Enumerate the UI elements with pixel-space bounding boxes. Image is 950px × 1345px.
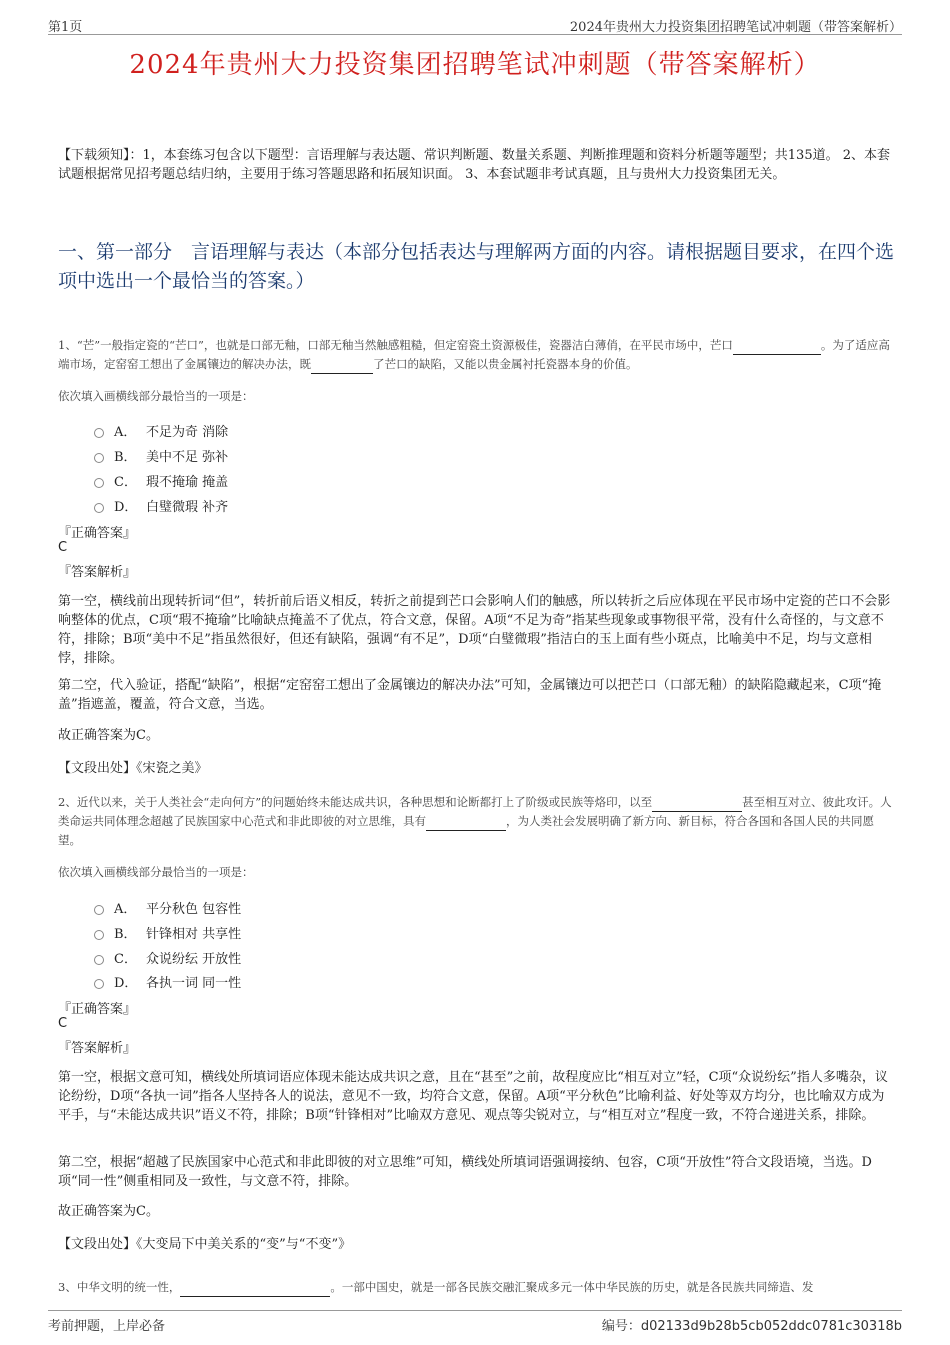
correct-answer-label: 『正确答案』: [58, 1002, 137, 1017]
analysis-conclusion: 故正确答案为C。: [58, 1204, 159, 1219]
source-citation: 【文段出处】《宋瓷之美》: [58, 761, 208, 776]
analysis-label: 『答案解析』: [58, 565, 137, 580]
analysis-paragraph: 第二空，根据“超越了民族国家中心范式和非此即彼的对立思维”可知，横线处所填词语强调接纳、包容，C项“开放性”符合文段语境，当选。D项“同一性”侧重相同及一致性，与文意不符，排除。: [58, 1155, 872, 1189]
question-1-stem: 1、“芒”一般指定瓷的“芒口”，也就是口部无釉，口部无釉当然触感粗糙，但定窑瓷土资源极佳，瓷器洁白薄俏，在平民市场中，芒口 。为了适应高端市场，定窑窑工想出了金属镶边的解决办法，既 了芒口的缺陷，又能以贵金属衬托瓷器本身的价值。: [58, 336, 894, 374]
analysis-label: 『答案解析』: [58, 1041, 137, 1056]
question-2-option-c[interactable]: C． 众说纷纭 开放性: [94, 948, 241, 967]
radio-icon[interactable]: [94, 955, 104, 965]
correct-answer: C: [58, 1016, 68, 1031]
radio-icon[interactable]: [94, 905, 104, 915]
question-2-stem: 2、近代以来，关于人类社会“走向何方”的问题始终未能达成共识，各种思想和论断都打上了阶级或民族等烙印，以至 甚至相互对立、彼此攻讦。人类命运共同体理念超越了民族国家中心范式和非此即彼的对立思维，具有 ，为人类社会发展明确了新方向、新目标，符合各国和各国人民的共同愿望。: [58, 795, 892, 847]
answer-blank: [426, 812, 506, 831]
page-footer: [48, 1310, 902, 1333]
radio-icon[interactable]: [94, 503, 104, 513]
section-heading: 一、第一部分 言语理解与表达（本部分包括表达与理解两方面的内容。请根据题目要求，在四个选项中选出一个最恰当的答案。）: [58, 241, 895, 292]
question-2-option-b[interactable]: B． 针锋相对 共享性: [94, 923, 241, 942]
question-1-option-c[interactable]: C． 瑕不掩瑜 掩盖: [94, 471, 228, 490]
analysis-conclusion: 故正确答案为C。: [58, 728, 159, 743]
answer-blank: [311, 355, 373, 374]
footer-code: 编号：d02133d9b28b5cb052ddc0781c30318b: [601, 1319, 902, 1334]
radio-icon[interactable]: [94, 930, 104, 940]
answer-blank: [733, 336, 821, 355]
question-2-option-a[interactable]: A． 平分秋色 包容性: [94, 898, 241, 917]
question-1-option-a[interactable]: A． 不足为奇 消除: [94, 421, 228, 440]
page-number: 第1页: [48, 20, 83, 35]
analysis-paragraph: 第一空，根据文意可知，横线处所填词语应体现未能达成共识之意，且在“甚至”之前，故程度应比“相互对立”轻，C项“众说纷纭”指人多嘴杂，议论纷纷，D项“各执一词”指各人坚持各人的说法，意见不一致，均符合文意，保留。A项“平分秋色”比喻利益、好处等双方均分，也比喻双方成为平手，与“未能达成共识”语义不符，排除；B项“针锋相对”比喻双方意见、观点等尖锐对立，与“相互对立”程度一致，不符合递进关系，排除。: [58, 1070, 888, 1123]
answer-blank: [652, 793, 742, 812]
correct-answer-label: 『正确答案』: [58, 526, 137, 541]
header-doc-title: 2024年贵州大力投资集团招聘笔试冲刺题（带答案解析）: [569, 20, 902, 35]
analysis-paragraph: 第二空，代入验证，搭配“缺陷”，根据“定窑窑工想出了金属镶边的解决办法”可知，金属镶边可以把芒口（口部无釉）的缺陷隐藏起来，C项“掩盖”指遮盖，覆盖，符合文意，当选。: [58, 678, 882, 712]
footer-slogan: 考前押题，上岸必备: [48, 1319, 166, 1334]
analysis-paragraph: 第一空，横线前出现转折词“但”，转折前后语义相反，转折之前提到芒口会影响人们的触感，所以转折之后应体现在平民市场中定瓷的芒口不会影响整体的优点，C项“瑕不掩瑜”比喻缺点掩盖不了优点，符合文意，保留。A项“不足为奇”指某些现象或事物很平常，没有什么奇怪的，与文意不符，排除；B项“美中不足”指虽然很好，但还有缺陷，强调“有不足”，D项“白璧微瑕”指洁白的玉上面有些小斑点，比喻美中不足，均与文意相悖，排除。: [58, 594, 891, 666]
answer-blank: [180, 1278, 330, 1297]
question-1-ask: 依次填入画横线部分最恰当的一项是：: [58, 389, 254, 403]
question-1-option-d[interactable]: D． 白璧微瑕 补齐: [94, 496, 228, 515]
download-notice: 【下载须知】：1，本套练习包含以下题型：言语理解与表达题、常识判断题、数量关系题、判断推理题和资料分析题等题型；共135道。 2、本套试题根据常见招考题总结归纳，主要用于练习答题思路和拓展知识面。 3、本套试题非考试真题，且与贵州大力投资集团无关。: [58, 148, 890, 182]
radio-icon[interactable]: [94, 453, 104, 463]
document-title: 2024年贵州大力投资集团招聘笔试冲刺题（带答案解析）: [129, 50, 821, 80]
radio-icon[interactable]: [94, 478, 104, 488]
question-2-ask: 依次填入画横线部分最恰当的一项是：: [58, 865, 254, 879]
radio-icon[interactable]: [94, 428, 104, 438]
correct-answer: C: [58, 540, 68, 555]
radio-icon[interactable]: [94, 979, 104, 989]
source-citation: 【文段出处】《大变局下中美关系的“变”与“不变”》: [58, 1237, 352, 1252]
question-1-option-b[interactable]: B． 美中不足 弥补: [94, 446, 228, 465]
page-header: [48, 14, 902, 35]
question-3-stem: 3、中华文明的统一性， 。一部中国史，就是一部各民族交融汇聚成多元一体中华民族的历史，就是各民族共同缔造、发: [58, 1278, 894, 1297]
question-2-option-d[interactable]: D． 各执一词 同一性: [94, 972, 241, 991]
